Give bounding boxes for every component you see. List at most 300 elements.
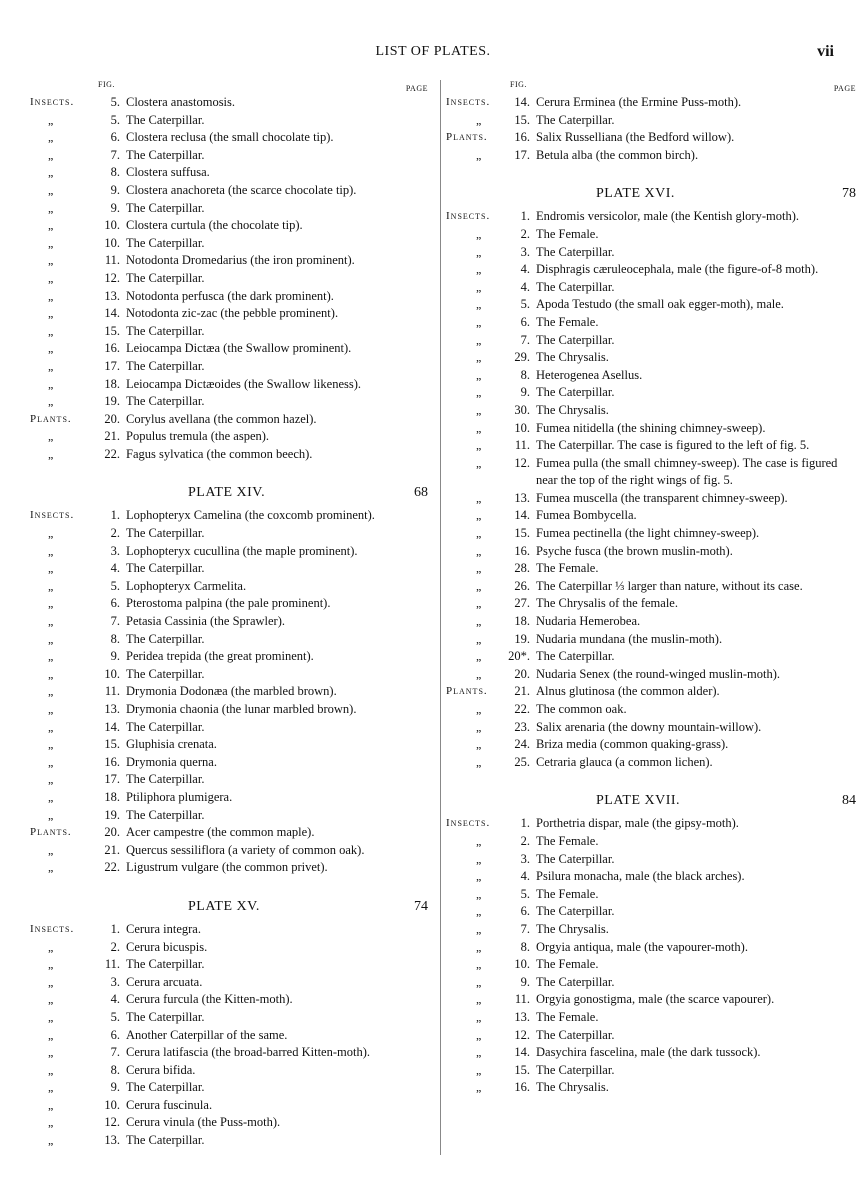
plate-entry <box>446 94 846 112</box>
ditto-mark: „ <box>48 323 54 338</box>
figure-description: Endromis versicolor, male (the Kentish glory-moth). <box>536 209 799 224</box>
plate-entry <box>30 613 430 631</box>
figure-description: The Female. <box>536 957 599 972</box>
column-header <box>30 80 430 94</box>
plate-title: PLATE XVI. <box>596 186 675 202</box>
figure-number: 11. <box>514 992 530 1007</box>
figure-description: Lophopteryx Camelina (the coxcomb prominent). <box>126 508 375 523</box>
ditto-mark: „ <box>476 833 482 848</box>
plate-entry <box>446 956 846 974</box>
figure-description: The Female. <box>536 886 599 901</box>
figure-description: Porthetria dispar, male (the gipsy-moth). <box>536 816 739 831</box>
figure-number: 20. <box>104 825 120 840</box>
figure-number: 18. <box>514 614 530 629</box>
figure-number: 7. <box>110 1045 120 1060</box>
figure-number: 2. <box>520 833 530 848</box>
figure-description: Lophopteryx Carmelita. <box>126 578 247 593</box>
figure-number: 5. <box>110 1009 120 1024</box>
plate-entry <box>30 164 430 182</box>
figure-description: Nudaria mundana (the muslin-moth). <box>536 631 723 646</box>
ditto-mark: „ <box>48 358 54 373</box>
figure-description: Orgyia gonostigma, male (the scarce vapourer). <box>536 992 775 1007</box>
figure-number: 9. <box>110 182 120 197</box>
plate-entry <box>446 1079 846 1097</box>
figure-description: Corylus avellana (the common hazel). <box>126 411 317 426</box>
right-column <box>446 80 856 1097</box>
figure-number: 14. <box>514 1045 530 1060</box>
ditto-mark: „ <box>48 860 54 875</box>
plate-entry <box>446 226 846 244</box>
ditto-mark: „ <box>476 921 482 936</box>
figure-description: Betula alba (the common birch). <box>536 147 699 162</box>
figure-number: 18. <box>104 376 120 391</box>
plate-heading <box>446 180 856 208</box>
ditto-mark: „ <box>48 702 54 716</box>
figure-number: 29. <box>514 350 530 365</box>
ditto-mark: „ <box>48 288 54 303</box>
figure-description: Gluphisia crenata. <box>126 737 217 752</box>
figure-number: 21. <box>514 684 530 699</box>
plate-entry <box>30 147 430 165</box>
plate-entry <box>446 815 846 833</box>
plate-entry <box>30 270 430 288</box>
plate-entry <box>446 208 846 226</box>
figure-description: Leiocampa Dictæoides (the Swallow likeness). <box>126 376 362 391</box>
figure-description: The Caterpillar. <box>536 279 615 294</box>
figure-description: The Caterpillar. <box>126 147 205 162</box>
figure-number: 22. <box>104 446 120 461</box>
figure-number: 17. <box>104 772 120 787</box>
figure-number: 5. <box>520 297 530 312</box>
figure-number: 12. <box>104 1115 120 1130</box>
figure-description: Lophopteryx cucullina (the maple prominent). <box>126 543 358 558</box>
figure-number: 6. <box>110 1027 120 1042</box>
ditto-mark: „ <box>48 649 54 664</box>
plate-entry <box>30 340 430 358</box>
figure-number: 8. <box>110 631 120 646</box>
plate-entry <box>30 736 430 754</box>
ditto-mark: „ <box>476 490 482 505</box>
plate-page-number: 68 <box>414 485 428 501</box>
ditto-mark: „ <box>48 182 54 197</box>
plate-entry <box>446 314 846 332</box>
ditto-mark: „ <box>476 350 482 365</box>
plate-entry <box>446 1044 846 1062</box>
ditto-mark: „ <box>48 446 54 461</box>
figure-number: 8. <box>110 165 120 180</box>
plate-entry <box>446 974 846 992</box>
figure-number: 24. <box>514 737 530 752</box>
plate-entry <box>446 991 846 1009</box>
plate-entry <box>30 1062 430 1080</box>
figure-number: 22. <box>514 702 530 716</box>
figure-number: 9. <box>520 974 530 989</box>
figure-description: The Caterpillar. <box>126 270 205 285</box>
figure-number: 5. <box>520 886 530 901</box>
figure-description: Petasia Cassinia (the Sprawler). <box>126 614 285 629</box>
figure-number: 12. <box>104 270 120 285</box>
plate-entry <box>446 455 846 490</box>
plate-entry <box>30 358 430 376</box>
plate-title: PLATE XV. <box>188 898 260 914</box>
plate-entry <box>30 807 430 825</box>
plate-entry <box>446 129 846 147</box>
plate-entry <box>446 420 846 438</box>
figure-number: 8. <box>520 367 530 382</box>
plate-entry <box>30 525 430 543</box>
figure-number: 8. <box>110 1062 120 1077</box>
plate-entry <box>30 974 430 992</box>
plate-entry <box>446 666 846 684</box>
plate-entry <box>30 94 430 112</box>
fig-label: FIG. <box>98 80 115 89</box>
figure-description: Cerura latifascia (the broad-barred Kitten-moth). <box>126 1045 370 1060</box>
ditto-mark: „ <box>48 578 54 593</box>
figure-number: 13. <box>104 1133 120 1148</box>
figure-number: 15. <box>104 737 120 752</box>
figure-number: 16. <box>104 341 120 356</box>
figure-description: Notodonta Dromedarius (the iron prominent). <box>126 253 355 268</box>
figure-number: 21. <box>104 842 120 857</box>
category-label: Plants. <box>30 826 72 839</box>
figure-description: The Female. <box>536 561 599 576</box>
figure-description: Apoda Testudo (the small oak egger-moth), male. <box>536 297 784 312</box>
figure-description: The Caterpillar. <box>126 807 205 822</box>
plate-entry <box>30 939 430 957</box>
plate-entry <box>446 868 846 886</box>
plate-entry <box>30 1114 430 1132</box>
figure-number: 23. <box>514 719 530 734</box>
plate-entry <box>30 666 430 684</box>
ditto-mark: „ <box>476 314 482 329</box>
plate-entry <box>446 437 846 455</box>
plate-entry <box>30 411 430 429</box>
category-label: Plants. <box>446 685 488 698</box>
plate-entry <box>30 991 430 1009</box>
plate-entry <box>446 332 846 350</box>
figure-description: Peridea trepida (the great prominent). <box>126 649 314 664</box>
figure-number: 4. <box>110 561 120 576</box>
figure-number: 10. <box>514 957 530 972</box>
plate-entry <box>30 323 430 341</box>
ditto-mark: „ <box>48 165 54 180</box>
ditto-mark: „ <box>476 332 482 347</box>
category-label: Insects. <box>446 817 491 830</box>
ditto-mark: „ <box>476 420 482 435</box>
plate-entry <box>30 235 430 253</box>
figure-number: 10. <box>104 1097 120 1112</box>
ditto-mark: „ <box>476 869 482 884</box>
category-label: Insects. <box>446 96 491 108</box>
figure-number: 3. <box>110 974 120 989</box>
figure-number: 21. <box>104 429 120 444</box>
figure-description: Clostera anastomosis. <box>126 95 236 109</box>
figure-description: The Caterpillar. <box>536 385 615 400</box>
plate-entry <box>30 956 430 974</box>
ditto-mark: „ <box>476 1045 482 1060</box>
ditto-mark: „ <box>48 772 54 787</box>
plate-entry <box>30 1097 430 1115</box>
plate-entry <box>30 859 430 877</box>
figure-description: Clostera curtula (the chocolate tip). <box>126 218 303 233</box>
figure-description: The Caterpillar. <box>126 358 205 373</box>
figure-description: The Caterpillar. <box>126 719 205 734</box>
figure-number: 19. <box>514 631 530 646</box>
plate-entry <box>446 1009 846 1027</box>
plate-entry <box>446 921 846 939</box>
ditto-mark: „ <box>48 737 54 752</box>
figure-number: 1. <box>110 508 120 523</box>
figure-description: Nudaria Senex (the round-winged muslin-moth). <box>536 666 781 681</box>
plate-entry <box>30 771 430 789</box>
plate-entry <box>446 648 846 666</box>
plate-entry <box>446 112 846 130</box>
figure-number: 10. <box>104 218 120 233</box>
plate-entry <box>446 1027 846 1045</box>
figure-description: Drymonia Dodonæa (the marbled brown). <box>126 684 337 699</box>
plate-entry <box>30 842 430 860</box>
plate-entry <box>30 578 430 596</box>
plate-entry <box>446 560 846 578</box>
column-header <box>446 80 856 94</box>
figure-number: 13. <box>514 1009 530 1024</box>
plate-entry <box>446 886 846 904</box>
ditto-mark: „ <box>48 200 54 215</box>
ditto-mark: „ <box>476 939 482 954</box>
figure-number: 6. <box>520 904 530 919</box>
figure-description: Fumea nitidella (the shining chimney-sweep). <box>536 420 766 435</box>
figure-description: The Caterpillar. <box>126 323 205 338</box>
ditto-mark: „ <box>476 226 482 241</box>
figure-description: Populus tremula (the aspen). <box>126 429 270 444</box>
plate-entry <box>446 719 846 737</box>
page-header-title: LIST OF PLATES. <box>375 44 491 59</box>
figure-number: 6. <box>110 130 120 145</box>
plate-entry <box>30 648 430 666</box>
plate-entry <box>30 560 430 578</box>
figure-description: Cerura bicuspis. <box>126 939 208 954</box>
plate-entry <box>446 595 846 613</box>
plate-entry <box>446 736 846 754</box>
figure-description: The common oak. <box>536 702 627 716</box>
ditto-mark: „ <box>48 957 54 972</box>
figure-number: 8. <box>520 939 530 954</box>
figure-description: Drymonia chaonia (the lunar marbled brown). <box>126 702 357 716</box>
ditto-mark: „ <box>476 508 482 523</box>
plate-entry <box>30 1027 430 1045</box>
ditto-mark: „ <box>48 112 54 127</box>
figure-description: Cerura bifida. <box>126 1062 196 1077</box>
ditto-mark: „ <box>48 1062 54 1077</box>
figure-number: 1. <box>110 921 120 936</box>
plate-entry <box>446 490 846 508</box>
figure-number: 15. <box>514 112 530 127</box>
ditto-mark: „ <box>476 578 482 593</box>
plate-entry <box>446 613 846 631</box>
plate-entry <box>30 252 430 270</box>
figure-description: Psyche fusca (the brown muslin-moth). <box>536 543 733 558</box>
plate-entry <box>446 701 846 719</box>
figure-description: Orgyia antiqua, male (the vapourer-moth). <box>536 939 748 954</box>
plate-entry <box>446 349 846 367</box>
ditto-mark: „ <box>476 279 482 294</box>
figure-description: The Female. <box>536 226 599 241</box>
category-label: Insects. <box>446 210 491 223</box>
ditto-mark: „ <box>48 394 54 409</box>
ditto-mark: „ <box>48 992 54 1007</box>
figure-description: Psilura monacha, male (the black arches). <box>536 869 745 884</box>
ditto-mark: „ <box>48 130 54 145</box>
plate-entry <box>30 595 430 613</box>
figure-number: 9. <box>110 200 120 215</box>
figure-number: 10. <box>514 420 530 435</box>
ditto-mark: „ <box>476 974 482 989</box>
figure-number: 15. <box>514 1062 530 1077</box>
ditto-mark: „ <box>476 402 482 417</box>
figure-number: 18. <box>104 789 120 804</box>
fig-label: FIG. <box>510 80 527 89</box>
figure-description: The Caterpillar. <box>126 112 205 127</box>
ditto-mark: „ <box>476 596 482 611</box>
figure-description: Heterogenea Asellus. <box>536 367 643 382</box>
figure-description: Drymonia querna. <box>126 754 217 769</box>
category-label: Plants. <box>30 412 72 425</box>
plate-entry <box>446 578 846 596</box>
figure-description: The Caterpillar. <box>126 1080 205 1095</box>
plate-page-number: 74 <box>414 898 428 914</box>
figure-description: The Caterpillar. <box>126 561 205 576</box>
figure-description: The Caterpillar. <box>126 666 205 681</box>
ditto-mark: „ <box>48 1080 54 1095</box>
figure-description: The Caterpillar. <box>126 1009 205 1024</box>
ditto-mark: „ <box>48 1009 54 1024</box>
figure-number: 30. <box>514 402 530 417</box>
figure-number: 7. <box>520 921 530 936</box>
figure-description: Cetraria glauca (a common lichen). <box>536 754 713 769</box>
figure-number: 12. <box>514 1027 530 1042</box>
figure-description: Cerura arcuata. <box>126 974 203 989</box>
ditto-mark: „ <box>48 789 54 804</box>
figure-number: 11. <box>514 438 530 453</box>
figure-description: Salix arenaria (the downy mountain-willow). <box>536 719 762 734</box>
figure-number: 3. <box>520 244 530 259</box>
figure-description: The Female. <box>536 833 599 848</box>
figure-description: The Caterpillar. The case is figured to the left of fig. 5. <box>536 438 810 453</box>
ditto-mark: „ <box>48 614 54 629</box>
ditto-mark: „ <box>476 904 482 919</box>
figure-description: The Caterpillar ⅓ larger than nature, without its case. <box>536 578 803 593</box>
plate-entry <box>30 719 430 737</box>
figure-description: The Caterpillar. <box>126 772 205 787</box>
figure-number: 2. <box>110 526 120 541</box>
plate-entry <box>446 402 846 420</box>
category-label: Insects. <box>30 922 75 935</box>
figure-description: Fumea Bombycella. <box>536 508 637 523</box>
ditto-mark: „ <box>48 543 54 558</box>
ditto-mark: „ <box>48 306 54 321</box>
plate-entry <box>446 851 846 869</box>
figure-number: 19. <box>104 807 120 822</box>
ditto-mark: „ <box>476 957 482 972</box>
ditto-mark: „ <box>48 1045 54 1060</box>
ditto-mark: „ <box>48 754 54 769</box>
figure-description: The Caterpillar. <box>126 235 205 250</box>
ditto-mark: „ <box>476 1080 482 1095</box>
ditto-mark: „ <box>476 666 482 681</box>
figure-description: Fagus sylvatica (the common beech). <box>126 446 313 461</box>
figure-number: 1. <box>520 816 530 831</box>
ditto-mark: „ <box>476 992 482 1007</box>
plate-entry <box>30 428 430 446</box>
figure-number: 19. <box>104 394 120 409</box>
ditto-mark: „ <box>48 526 54 541</box>
category-label: Insects. <box>30 509 75 522</box>
page-label: PAGE <box>833 84 856 93</box>
ditto-mark: „ <box>476 262 482 277</box>
figure-number: 4. <box>520 279 530 294</box>
figure-number: 17. <box>104 358 120 373</box>
ditto-mark: „ <box>48 666 54 681</box>
figure-description: Clostera anachoreta (the scarce chocolate tip). <box>126 182 357 197</box>
ditto-mark: „ <box>476 297 482 312</box>
ditto-mark: „ <box>476 543 482 558</box>
plate-entry <box>30 393 430 411</box>
figure-description: The Chrysalis. <box>536 350 609 365</box>
figure-description: Fumea muscella (the transparent chimney-sweep). <box>536 490 788 505</box>
ditto-mark: „ <box>48 429 54 444</box>
plate-entry <box>446 543 846 561</box>
figure-number: 7. <box>520 332 530 347</box>
ditto-mark: „ <box>48 147 54 162</box>
ditto-mark: „ <box>476 367 482 382</box>
figure-description: The Caterpillar. <box>536 1062 615 1077</box>
figure-description: Cerura vinula (the Puss-moth). <box>126 1115 281 1130</box>
figure-number: 12. <box>514 455 530 470</box>
ditto-mark: „ <box>476 737 482 752</box>
ditto-mark: „ <box>476 112 482 127</box>
plate-entry <box>446 384 846 402</box>
plate-entry <box>446 939 846 957</box>
figure-number: 3. <box>110 543 120 558</box>
plate-entry <box>30 543 430 561</box>
plate-entry <box>446 1062 846 1080</box>
plate-entry <box>30 376 430 394</box>
ditto-mark: „ <box>476 244 482 259</box>
ditto-mark: „ <box>48 719 54 734</box>
ditto-mark: „ <box>476 649 482 664</box>
figure-description: The Chrysalis. <box>536 402 609 417</box>
ditto-mark: „ <box>48 1133 54 1148</box>
figure-description: The Caterpillar. <box>126 957 205 972</box>
plate-entry <box>30 305 430 323</box>
plate-heading <box>446 787 856 815</box>
figure-number: 15. <box>514 526 530 541</box>
ditto-mark: „ <box>48 235 54 250</box>
figure-number: 13. <box>104 288 120 303</box>
ditto-mark: „ <box>476 754 482 769</box>
figure-number: 6. <box>520 314 530 329</box>
ditto-mark: „ <box>476 385 482 400</box>
plate-entry <box>30 288 430 306</box>
figure-number: 20. <box>104 411 120 426</box>
plate-entry <box>446 754 846 772</box>
ditto-mark: „ <box>48 561 54 576</box>
ditto-mark: „ <box>48 974 54 989</box>
figure-description: Notodonta perfusca (the dark prominent). <box>126 288 334 303</box>
figure-number: 9. <box>110 649 120 664</box>
figure-description: Briza media (common quaking-grass). <box>536 737 729 752</box>
left-column <box>30 80 430 1150</box>
